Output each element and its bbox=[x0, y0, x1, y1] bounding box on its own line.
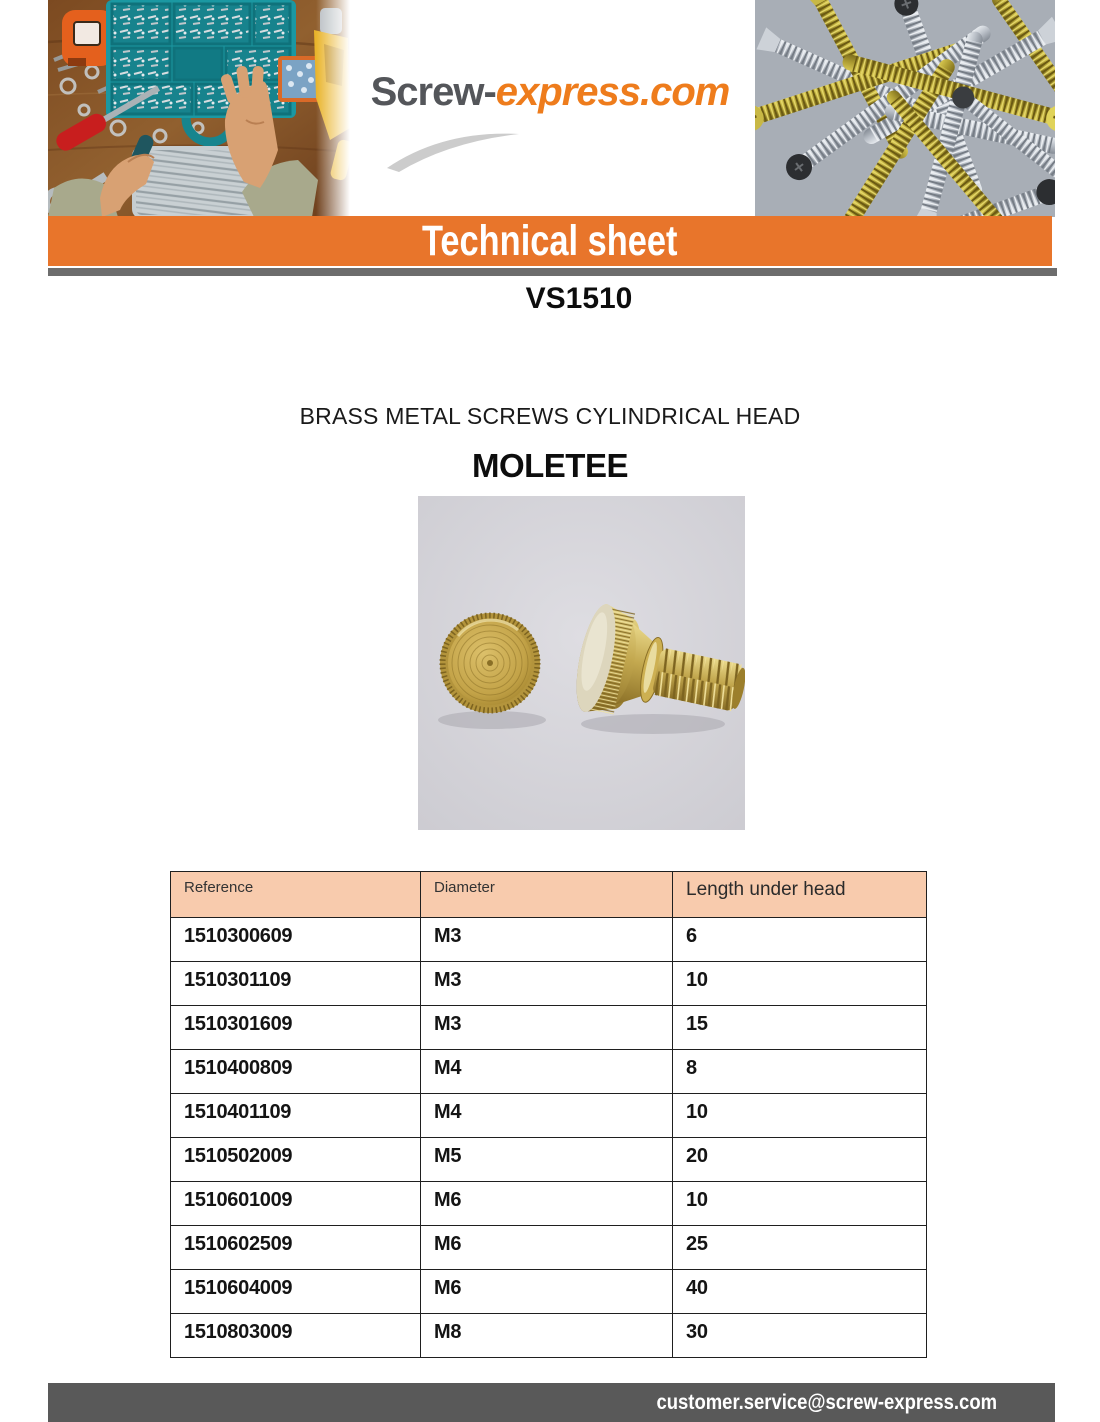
table-cell: 1510401109 bbox=[171, 1094, 421, 1138]
screw-pile-photo bbox=[755, 0, 1055, 217]
table-cell: 10 bbox=[673, 1094, 927, 1138]
table-cell: 8 bbox=[673, 1050, 927, 1094]
table-cell: 10 bbox=[673, 1182, 927, 1226]
header-length-under-head: Length under head bbox=[673, 872, 927, 918]
table-cell: 1510502009 bbox=[171, 1138, 421, 1182]
table-cell: 15 bbox=[673, 1006, 927, 1050]
table-cell: 25 bbox=[673, 1226, 927, 1270]
product-title: BRASS METAL SCREWS CYLINDRICAL HEAD bbox=[299, 403, 801, 429]
product-subtitle: MOLETEE bbox=[471, 447, 628, 484]
table-cell: M6 bbox=[421, 1270, 673, 1314]
table-cell: M5 bbox=[421, 1138, 673, 1182]
table-cell: 1510803009 bbox=[171, 1314, 421, 1358]
table-cell: 30 bbox=[673, 1314, 927, 1358]
table-cell: 10 bbox=[673, 962, 927, 1006]
table-header-row bbox=[171, 872, 927, 918]
table-cell: 1510300609 bbox=[171, 918, 421, 962]
table-cell: M3 bbox=[421, 1006, 673, 1050]
footer-email-link[interactable]: customer.service@screw-express.com bbox=[656, 1390, 997, 1414]
screw-pile-photo-art bbox=[755, 0, 1055, 217]
table-row bbox=[171, 918, 927, 962]
table-row bbox=[171, 1182, 927, 1226]
table-row bbox=[171, 1314, 927, 1358]
table-cell: M4 bbox=[421, 1050, 673, 1094]
table-cell: M3 bbox=[421, 962, 673, 1006]
logo-text-orange: express.com bbox=[495, 70, 730, 114]
table-row bbox=[171, 1050, 927, 1094]
header-reference: Reference bbox=[171, 872, 421, 918]
header-diameter: Diameter bbox=[421, 872, 673, 918]
technical-sheet-banner bbox=[48, 216, 1052, 266]
table-row bbox=[171, 1226, 927, 1270]
table-cell: 40 bbox=[673, 1270, 927, 1314]
table-row bbox=[171, 1006, 927, 1050]
table-row bbox=[171, 1094, 927, 1138]
banner-title: Technical sheet bbox=[422, 216, 678, 265]
table-cell: 1510604009 bbox=[171, 1270, 421, 1314]
table-cell: M3 bbox=[421, 918, 673, 962]
table-row bbox=[171, 1270, 927, 1314]
table-cell: M8 bbox=[421, 1314, 673, 1358]
table-cell: 1510301609 bbox=[171, 1006, 421, 1050]
table-cell: 6 bbox=[673, 918, 927, 962]
table-cell: M4 bbox=[421, 1094, 673, 1138]
table-cell: M6 bbox=[421, 1182, 673, 1226]
table-cell: 1510602509 bbox=[171, 1226, 421, 1270]
banner-divider bbox=[48, 268, 1057, 276]
table-cell: 20 bbox=[673, 1138, 927, 1182]
table-cell: 1510601009 bbox=[171, 1182, 421, 1226]
product-photo bbox=[418, 496, 745, 830]
table-cell: 1510400809 bbox=[171, 1050, 421, 1094]
table-row bbox=[171, 962, 927, 1006]
product-photo-art bbox=[418, 496, 745, 830]
logo-swoosh bbox=[385, 126, 535, 172]
table-cell: M6 bbox=[421, 1226, 673, 1270]
table-row bbox=[171, 1138, 927, 1182]
product-code: VS1510 bbox=[525, 282, 633, 315]
footer-bar bbox=[48, 1383, 1055, 1422]
spec-table bbox=[170, 871, 927, 1358]
table-cell: 1510301109 bbox=[171, 962, 421, 1006]
logo-text-gray: Screw- bbox=[370, 70, 496, 114]
